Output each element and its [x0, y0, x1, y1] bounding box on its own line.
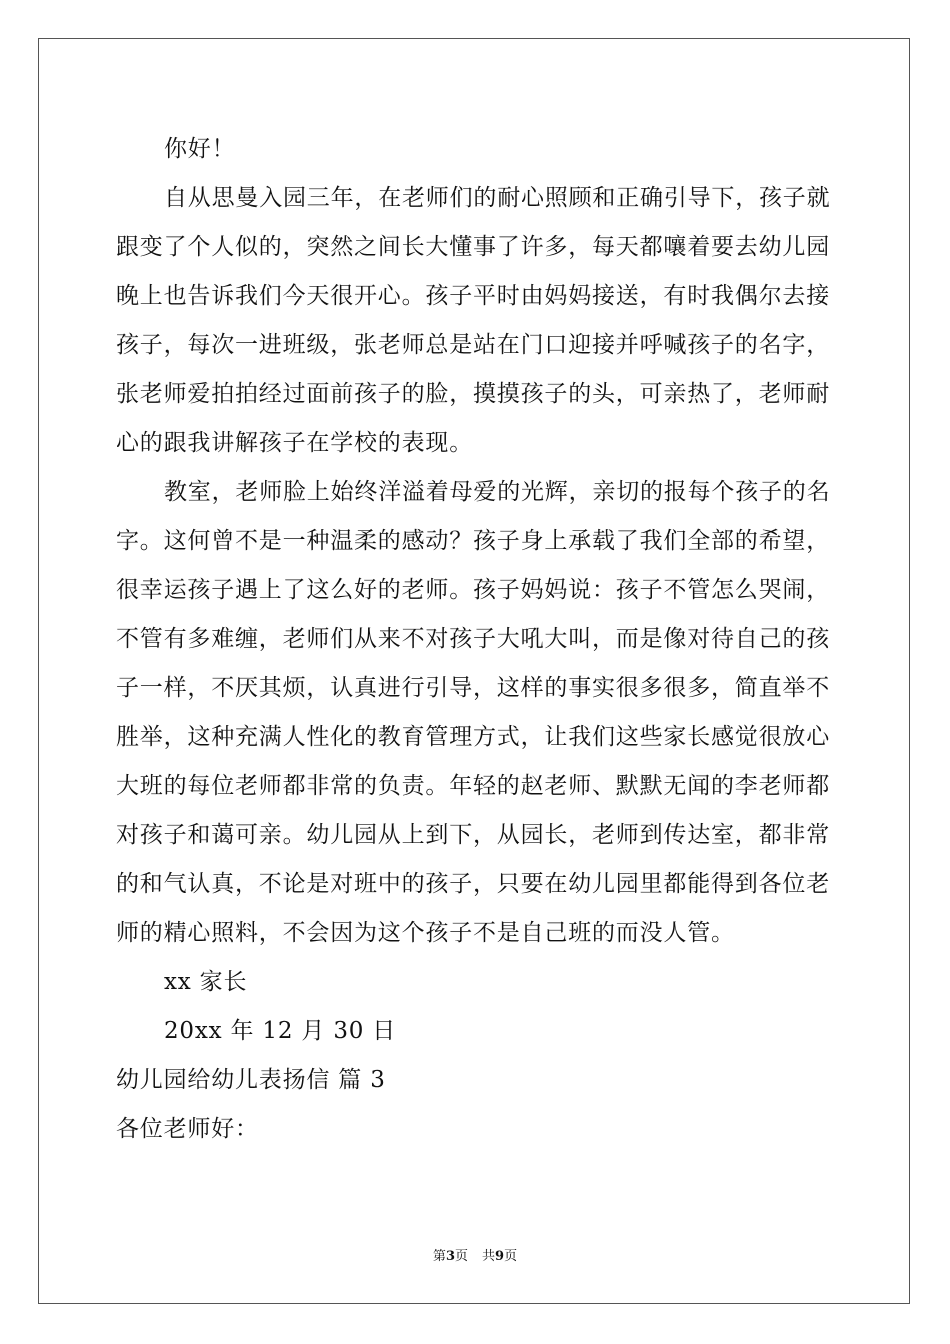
paragraph-1-line-3: 晚上也告诉我们今天很开心。孩子平时由妈妈接送，有时我偶尔去接 — [116, 283, 830, 309]
date-line: 20xx 年 12 月 30 日 — [164, 1018, 397, 1044]
page-prefix: 第 — [432, 1249, 446, 1264]
paragraph-2-line-9: 的和气认真，不论是对班中的孩子，只要在幼儿园里都能得到各位老 — [116, 871, 830, 897]
paragraph-2-line-2: 字。这何曾不是一种温柔的感动？孩子身上承载了我们全部的希望， — [116, 528, 830, 554]
salutation-line: 各位老师好： — [116, 1116, 259, 1142]
total-unit: 页 — [504, 1249, 518, 1264]
paragraph-1-line-2: 跟变了个人似的，突然之间长大懂事了许多，每天都嚷着要去幼儿园 — [116, 234, 830, 260]
paragraph-1-line-5: 张老师爱拍拍经过面前孩子的脸，摸摸孩子的头，可亲热了，老师耐 — [116, 381, 830, 407]
paragraph-2-line-1: 教室，老师脸上始终洋溢着母爱的光辉，亲切的报每个孩子的名 — [164, 479, 831, 505]
section-title: 幼儿园给幼儿表扬信 篇 3 — [116, 1067, 386, 1093]
paragraph-1-line-4: 孩子，每次一进班级，张老师总是站在门口迎接并呼喊孩子的名字， — [116, 332, 830, 358]
paragraph-2-line-7: 大班的每位老师都非常的负责。年轻的赵老师、默默无闻的李老师都 — [116, 773, 830, 799]
paragraph-2-line-8: 对孩子和蔼可亲。幼儿园从上到下，从园长，老师到传达室，都非常 — [116, 822, 830, 848]
paragraph-1-line-6: 心的跟我讲解孩子在学校的表现。 — [116, 430, 473, 456]
page-unit: 页 — [454, 1249, 468, 1264]
greeting-line: 你好！ — [164, 136, 236, 162]
signature-line: xx 家长 — [164, 969, 248, 995]
letter-body — [116, 125, 836, 1154]
paragraph-2-line-4: 不管有多难缠，老师们从来不对孩子大吼大叫，而是像对待自己的孩 — [116, 626, 830, 652]
paragraph-1-line-1: 自从思曼入园三年，在老师们的耐心照顾和正确引导下，孩子就 — [164, 185, 831, 211]
paragraph-2-line-10: 师的精心照料，不会因为这个孩子不是自己班的而没人管。 — [116, 920, 735, 946]
total-prefix: 共 — [482, 1249, 496, 1264]
page-footer — [0, 1247, 950, 1267]
paragraph-2-line-5: 子一样，不厌其烦，认真进行引导，这样的事实很多很多，简直举不 — [116, 675, 830, 701]
current-page-number: 3 — [445, 1249, 455, 1264]
paragraph-2-line-3: 很幸运孩子遇上了这么好的老师。孩子妈妈说：孩子不管怎么哭闹， — [116, 577, 830, 603]
paragraph-2-line-6: 胜举，这种充满人性化的教育管理方式，让我们这些家长感觉很放心 — [116, 724, 830, 750]
total-page-number: 9 — [495, 1249, 505, 1264]
